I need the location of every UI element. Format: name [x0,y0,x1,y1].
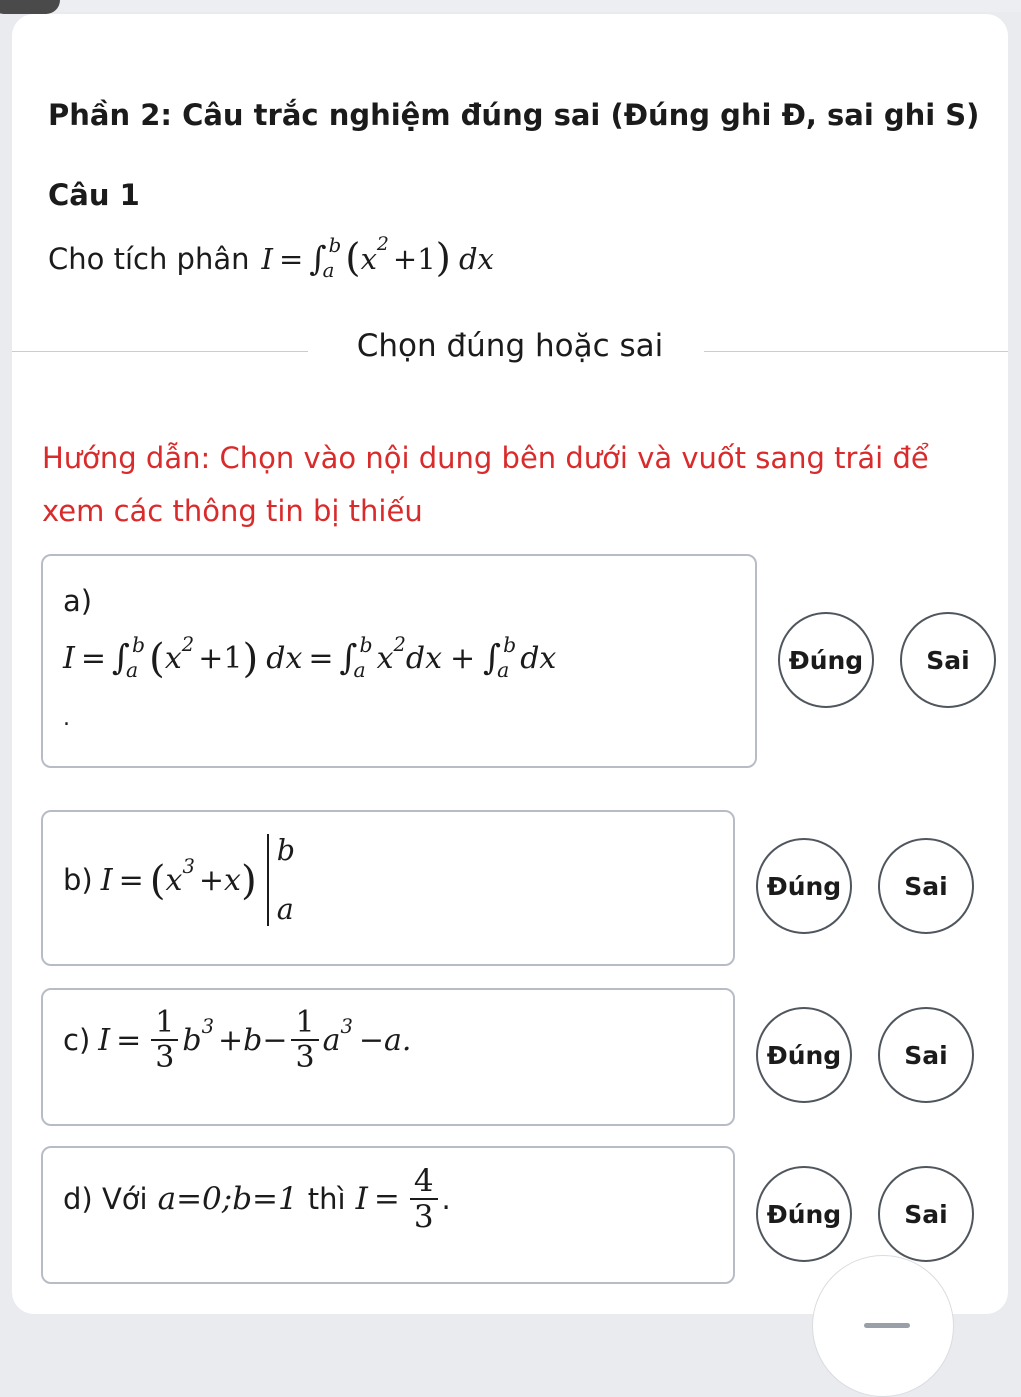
statement-a-trailing: . [63,706,70,731]
statement-b-false-button[interactable]: Sai [878,838,974,934]
evaluation-bar: b a [267,834,295,926]
menu-icon [864,1323,910,1328]
statement-b[interactable] [41,810,735,966]
statement-b-true-button[interactable]: Đúng [756,838,852,934]
integral-limits: b a [322,233,342,282]
statement-a-formula: I = ∫ b a ( x 2 +1 ) dx = ∫ b a x 2 dx + ∫ b a dx [63,632,557,682]
prompt-text: Cho tích phân [48,241,250,276]
statement-c-false-button[interactable]: Sai [878,1007,974,1103]
statement-c[interactable] [41,988,735,1126]
fraction: $\frac{4}{3}$ [410,1164,438,1234]
fraction: $\frac{1}{3}$ [151,1006,178,1074]
statement-a-false-button[interactable]: Sai [900,612,996,708]
section-title: Phần 2: Câu trắc nghiệm đúng sai (Đúng ghi Đ, sai ghi S) [48,98,980,132]
fraction: $\frac{1}{3}$ [291,1006,318,1074]
statement-d-false-button[interactable]: Sai [878,1166,974,1262]
question-prompt [48,233,494,282]
statement-c-formula: c) I = $\frac{1}{3}$ b 3 +b− $\frac{1}{3}$ a 3 −a. [63,1005,412,1075]
status-bar-pill [0,0,60,14]
statement-d-formula: d) Với a=0;b=1 thì I = $\frac{4}{3}$ . [63,1163,451,1236]
question-title: Câu 1 [48,178,140,212]
prompt-formula: I = ∫ b a ( x 2 +1 ) dx [261,233,494,282]
statement-b-formula: b) I = ( x 3 +x ) b a [63,834,296,926]
statement-a-true-button[interactable]: Đúng [778,612,874,708]
status-bar [0,0,1021,12]
statement-c-true-button[interactable]: Đúng [756,1007,852,1103]
question-card [12,14,1008,1314]
statement-a[interactable] [41,554,757,768]
statement-d-true-button[interactable]: Đúng [756,1166,852,1262]
statement-a-label: a) [63,584,93,618]
divider-label: Chọn đúng hoặc sai [356,328,664,364]
instruction-text: Hướng dẫn: Chọn vào nội dung bên dưới và vuốt sang trái để xem các thông tin bị thiếu [42,441,929,528]
statement-d[interactable] [41,1146,735,1284]
